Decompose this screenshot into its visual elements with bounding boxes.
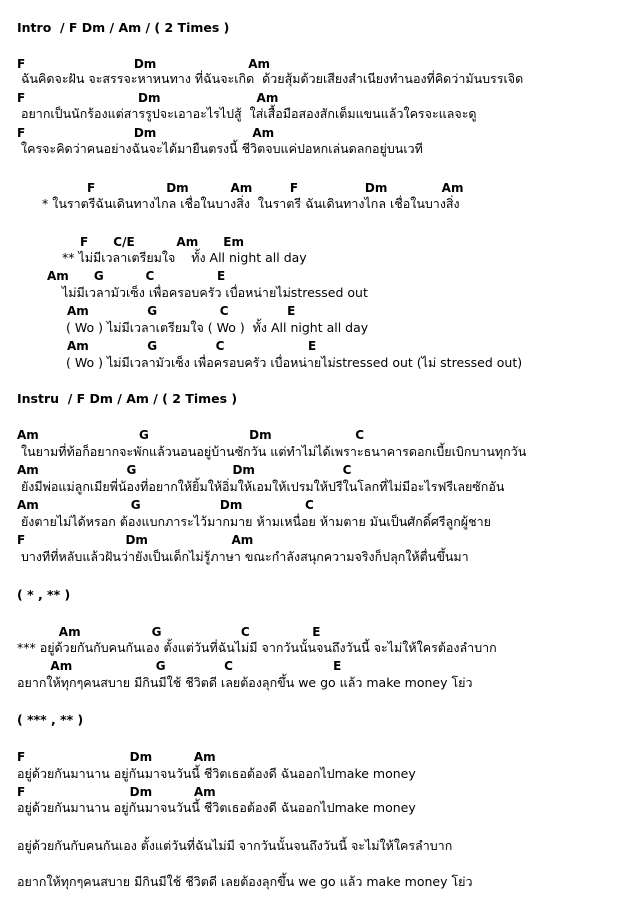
lyric-line: ( Wo ) ไม่มีเวลามัวเซ็ง เพื่อครอบครัว เบื่อหน่ายไม่stressed out (ไม่ stressed out) (66, 355, 523, 370)
chord-line: Am G C E (67, 339, 317, 353)
intro-heading: Intro / F Dm / Am / ( 2 Times ) (17, 20, 230, 35)
lyric-line: ใครจะคิดว่าคนอย่างฉันจะได้มายืนตรงนี้ ชีวิตจบแค่ปอหกเล่นดลกอยู่บนเวที (17, 141, 423, 156)
chord-line: Am G C E (17, 659, 342, 673)
section-marker: ( *** , ** ) (17, 712, 84, 727)
chord-line: F Dm Am (17, 785, 216, 799)
chord-line: Am G Dm C (17, 498, 314, 512)
chord-line: Am G C E (67, 304, 296, 318)
chord-line: Am G Dm C (17, 463, 352, 477)
section-marker: ( * , ** ) (17, 587, 71, 602)
lyric-line: ( Wo ) ไม่มีเวลาเตรียมใจ ( Wo ) ทั้ง All night all day (66, 320, 369, 335)
instru-heading: Instru / F Dm / Am / ( 2 Times ) (17, 391, 238, 406)
chord-line: F Dm Am (17, 750, 216, 764)
chord-line: Am G C E (17, 625, 321, 639)
lyric-line: * ในราตรีฉันเดินทางไกล เชื่อในบางสิ่ง ในราตรี ฉันเดินทางไกล เชื่อในบางสิ่ง (42, 196, 460, 211)
chord-line: F Dm Am (17, 126, 275, 140)
chord-line: F C/E Am Em (80, 235, 244, 249)
chord-line: Am G C E (47, 269, 226, 283)
lyric-line: บางทีที่หลับแล้วฝันว่ายังเป็นเด็กไม่รู้ภาษา ขณะกำลังสนุกความจริงก็ปลุกให้ตื่นขึ้นมา (17, 549, 469, 564)
chord-line: F Dm Am F Dm Am (87, 181, 464, 195)
chord-line: F Dm Am (17, 91, 279, 105)
lyric-line: อยู่ด้วยกันมานาน อยู่กันมาจนวันนี้ ชีวิตเธอต้องดี ฉันออกไปmake money (17, 800, 416, 815)
lyric-line: ฉันคิดจะฝัน จะสรรจะหาหนทาง ที่ฉันจะเกิด ด้วยสุ้มด้วยเสียงสำเนียงทำนองที่คิดว่ามันบรรเจิด (17, 71, 524, 86)
lyric-line: ยังมีพ่อแม่ลูกเมียพี่น้องที่อยากให้ยิ้มให้อิ่มให้เอมให้เปรมให้ปรีในโลกที่ไม่มีอะไรฟรีเลยซักอัน (17, 479, 505, 494)
lyric-line: ยังตายไม่ได้หรอก ต้องแบกภาระไว้มากมาย ห้ามเหนื่อย ห้ามตาย มันเป็นศักดิ์ศรีลูกผู้ชาย (17, 514, 491, 529)
lyric-line: อยากให้ทุกๆคนสบาย มีกินมีใช้ ชีวิตดี เลยต้องลุกขึ้น we go แล้ว make money โย่ว (17, 874, 473, 889)
lyric-line: *** อยู่ด้วยกันกับคนกันเอง ตั้งแต่วันที่ฉันไม่มี จากวันนั้นจนถึงวันนี้ จะไม่ให้ใครต้องลำบาก (17, 640, 497, 655)
chord-line: Am G Dm C (17, 428, 364, 442)
lyric-line: อยู่ด้วยกันกับคนกันเอง ตั้งแต่วันที่ฉันไม่มี จากวันนั้นจนถึงวันนี้ จะไม่ให้ใครลำบาก (17, 838, 453, 853)
chord-line: F Dm Am (17, 57, 270, 71)
lyric-line: อยากให้ทุกๆคนสบาย มีกินมีใช้ ชีวิตดี เลยต้องลุกขึ้น we go แล้ว make money โย่ว (17, 675, 473, 690)
chord-line: F Dm Am (17, 533, 254, 547)
lyric-line: ไม่มีเวลามัวเซ็ง เพื่อครอบครัว เบื่อหน่ายไม่stressed out (62, 285, 368, 300)
lyric-line: อยู่ด้วยกันมานาน อยู่กันมาจนวันนี้ ชีวิตเธอต้องดี ฉันออกไปmake money (17, 766, 416, 781)
lyric-line: อยากเป็นนักร้องแต่สารรูปจะเอาอะไรไปสู้ ใส่เสื้อมือสองสักเต็มแขนแล้วใครจะแลจะดู (17, 106, 477, 121)
lyric-line: ในยามที่ท้อก็อยากจะพักแล้วนอนอยู่บ้านซักวัน แต่ทำไม่ได้เพราะธนาคารดอกเบี้ยเบิกบานทุกวัน (17, 444, 527, 459)
lyric-line: ** ไม่มีเวลาเตรียมใจ ทั้ง All night all day (62, 250, 307, 265)
